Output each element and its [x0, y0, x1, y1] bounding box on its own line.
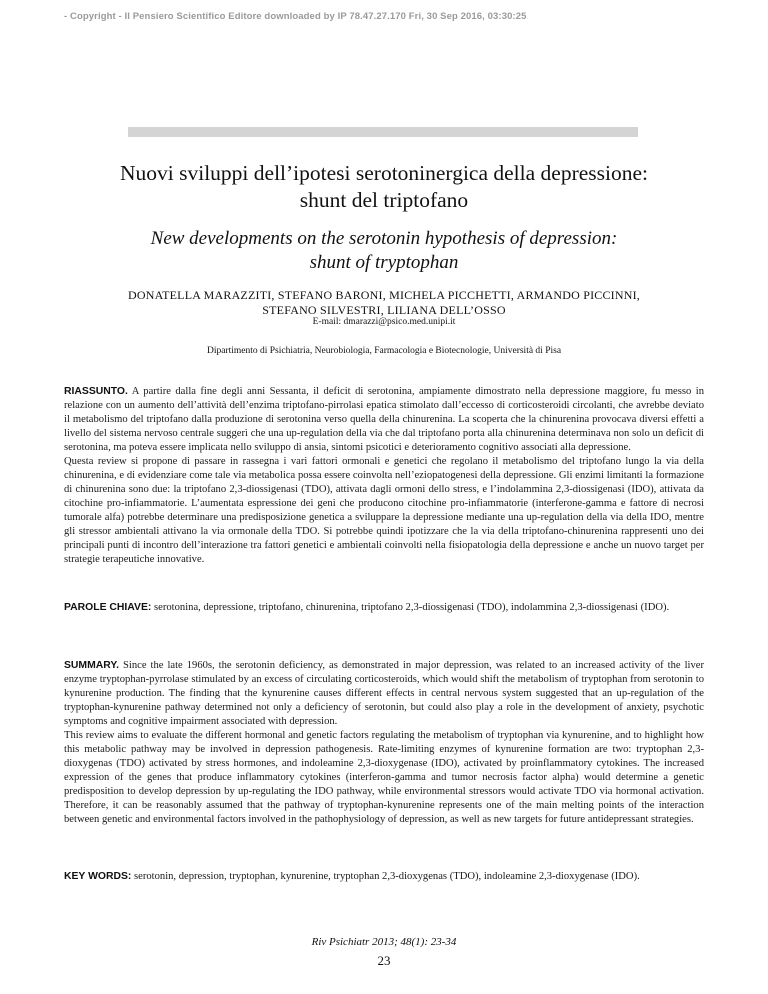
author-list [0, 288, 768, 318]
riassunto-label: RIASSUNTO. [64, 386, 128, 397]
abstract-english [64, 659, 704, 827]
keywords-english [64, 870, 704, 884]
keywords-italian-para [64, 601, 704, 615]
article-title [0, 160, 768, 214]
author-list-line1: DONATELLA MARAZZITI, STEFANO BARONI, MICHELA PICCHETTI, ARMANDO PICCINNI, [127, 288, 641, 302]
parole-chiave-text: serotonina, depressione, triptofano, chinurenina, triptofano 2,3-diossigenasi (TDO), indolammina 2,3-diossigenasi (IDO). [151, 602, 670, 613]
author-affiliation: Dipartimento di Psichiatria, Neurobiologia, Farmacologia e Biotecnologie, Università di Pisa [206, 346, 562, 356]
article-title-line1: Nuovi sviluppi dell’ipotesi serotoninergica della depressione: [119, 161, 649, 185]
summary-text-1: Since the late 1960s, the serotonin deficiency, as demonstrated in major depression, was related to an increased activity of the liver enzyme tryptophan-pyrrolase stimulated by an excess of circulating corticosteroids, which would shift the metabolism of tryptophan from serotonin to kynurenine production. The finding that the kynurenine causes different effects in central nervous system suggested that an up-regulation of the tryptophan-kynurenine pathway determined not only a deficiency of serotonin, but could also play a role in the development of anxiety, psychotic symptoms and cognitive impairment associated with depression. [64, 660, 704, 727]
abstract-italian-para1 [64, 385, 704, 455]
keywords-english-para [64, 870, 704, 884]
parole-chiave-label: PAROLE CHIAVE: [64, 602, 152, 613]
article-subtitle-line2: shunt of tryptophan [309, 252, 459, 273]
riassunto-text-1: A partire dalla fine degli anni Sessanta, il deficit di serotonina, ampiamente dimostrato nella depressione maggiore, fu messo in relazione con un aumento dell’attività dell’enzima triptofano-pirrolasi epatica stimolato dall’eccesso di corticosteroidi circolanti, che avrebbe deviato il metabolismo del triptofano dalla produzione di serotonina verso quella della chinurenina. La scoperta che la chinurenina provocava diversi effetti a livello del sistema nervoso centrale suggerì che una up-regulation della via che dal triptofano porta alla chinurenina determinava non solo un deficit di serotonina, ma poteva essere implicata nello sviluppo di ansia, sintomi psicotici e deterioramento cognitivo associati alla depressione. [64, 386, 704, 453]
copyright-notice: - Copyright - Il Pensiero Scientifico Editore downloaded by IP 78.47.27.170 Fri, 30 Sep 2016, 03:30:25 [64, 11, 527, 22]
author-email: E-mail: dmarazzi@psico.med.unipi.it [312, 317, 456, 327]
abstract-english-para1 [64, 659, 704, 729]
journal-citation: Riv Psichiatr 2013; 48(1): 23-34 [311, 936, 457, 948]
abstract-english-para2 [64, 729, 704, 827]
page-number: 23 [377, 953, 391, 968]
author-list-line2: STEFANO SILVESTRI, LILIANA DELL’OSSO [262, 303, 506, 317]
abstract-italian [64, 385, 704, 567]
summary-text-2: This review aims to evaluate the different hormonal and genetic factors regulating the metabolism of tryptophan via kynurenine, and to highlight how this metabolic pathway may be involved in depression pathogenesis. Rate-limiting enzymes of kynurenine formation are two: tryptophan 2,3-dioxygenas (TDO) activated by stress hormones, and indoleamine 2,3-dioxygenase (IDO), activated by proinflammatory cytokines. The increased expression of the genes that produce inflammatory cytokines (interferon-gamma and tumor necrosis factor alpha) would determine a genetic predisposition to develop depression by up-regulating the IDO pathway, while environmental stressors would activate TDO via hormonal activation. Therefore, it can be reasonably assumed that the pathway of tryptophan-kynurenine represents one of the main melting points of the interaction between genetic and environmental factors involved in the pathophysiology of depression, as well as new targets for future antidepressant strategies. [64, 730, 704, 825]
key-words-text: serotonin, depression, tryptophan, kynurenine, tryptophan 2,3-dioxygenas (TDO), indoleamine 2,3-dioxygenase (IDO). [131, 871, 640, 882]
header-rule-bar [128, 127, 638, 137]
keywords-italian [64, 601, 704, 615]
summary-label: SUMMARY. [64, 660, 120, 671]
abstract-italian-para2 [64, 455, 704, 567]
key-words-label: KEY WORDS: [64, 871, 132, 882]
riassunto-text-2: Questa review si propone di passare in rassegna i vari fattori ormonali e genetici che regolano il metabolismo del triptofano lungo la via della chinurenina, e di evidenziare come tale via metabolica possa essere coinvolta nell’eziopatogenesi della depressione. Gli enzimi limitanti la formazione di chinurenina sono due: la triptofano 2,3-diossigenasi (TDO), attivata dagli ormoni dello stress, e l’indolammina 2,3-diossigenasi (IDO), attivata da citochine pro-infiammatorie. L’aumentata espressione dei geni che producono citochine pro-infiammatorie (interferone-gamma e fattore di necrosi tumorale alfa) potrebbe determinare una predisposizione genetica a sviluppare la depressione mediante una up-regulation della via della IDO, mentre gli stressor ambientali attivano la via ormonale della TDO. Si potrebbe quindi ipotizzare che la via della triptofano-chinurenina rappresenti uno dei principali punti di incontro dell’interazione tra fattori genetici e ambientali coinvolti nella fisiopatologia della depressione e anche un nuovo target per strategie terapeutiche innovative. [64, 456, 704, 565]
article-title-line2: shunt del triptofano [299, 188, 469, 212]
article-subtitle-line1: New developments on the serotonin hypothesis of depression: [150, 228, 618, 249]
article-subtitle [0, 227, 768, 275]
